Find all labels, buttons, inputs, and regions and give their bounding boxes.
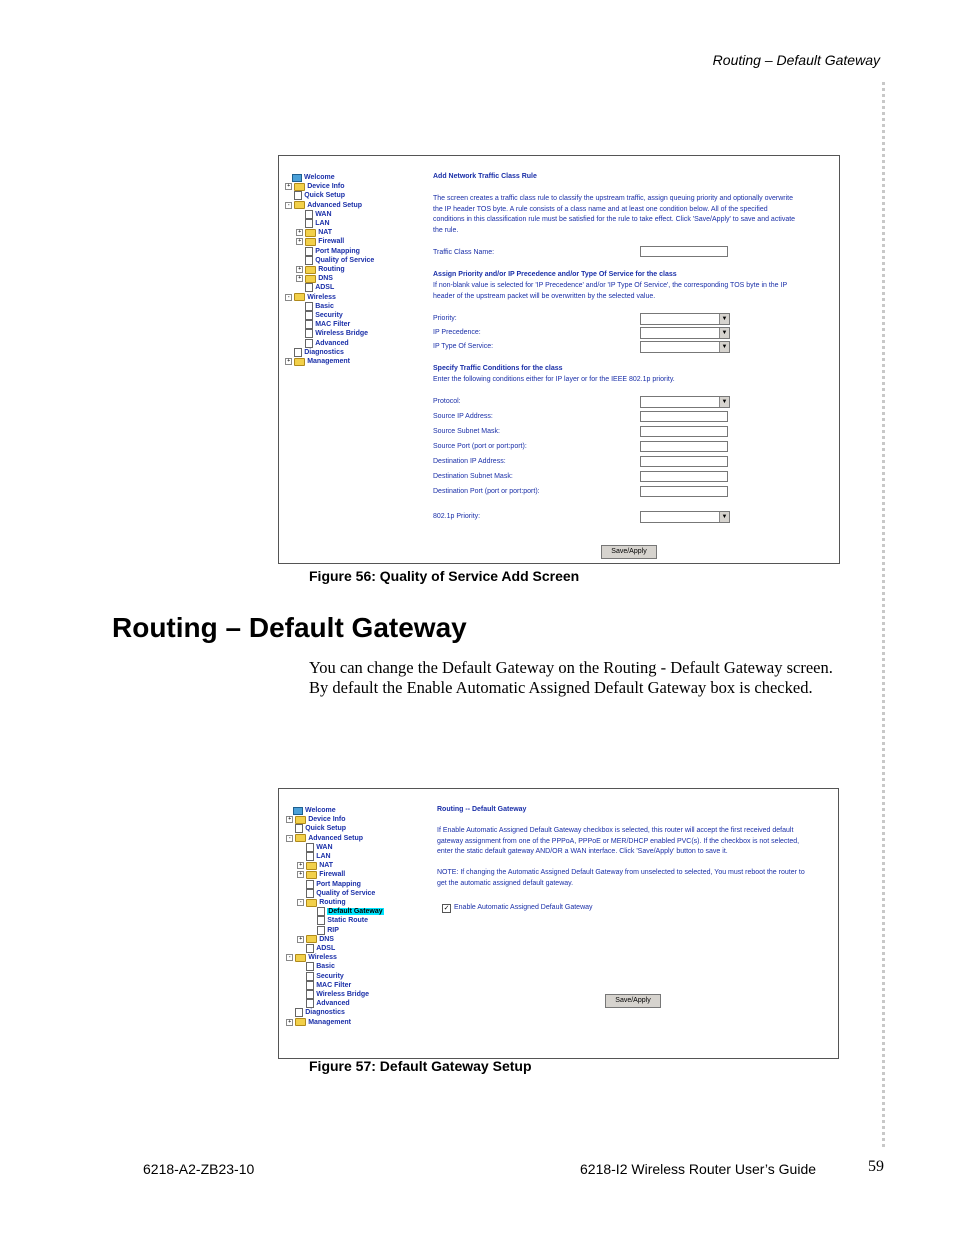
tree-item[interactable] [297,880,361,889]
text-line: gateway assignment from one of the PPPoA, PPPoE or MER/DHCP enabled PVC(s). If the checkbox is not selected, [437,837,800,845]
tree-item-label: Wireless [308,954,337,962]
condition-field-label: Destination IP Address: [433,458,506,465]
conditions-section-title: Specify Traffic Conditions for the class [433,365,563,372]
doc-icon [306,944,314,953]
conditions-section-text: Enter the following conditions either for IP layer or for the IEEE 802.1p priority. [433,376,675,383]
expand-icon[interactable]: + [285,183,292,190]
tree-item-label: NAT [319,862,334,870]
globe-icon [292,174,302,182]
tree-item-label: Advanced [315,339,349,347]
tree-item-label: ADSL [315,284,335,292]
tree-item-label: DNS [319,935,334,943]
tree-item[interactable] [296,311,343,320]
tree-item-label: Default Gateway [328,908,383,916]
figure-57-caption: Figure 57: Default Gateway Setup [309,1058,532,1074]
tree-item[interactable] [297,999,349,1008]
tree-item-label: Quick Setup [304,192,346,200]
protocol-select[interactable] [640,396,730,408]
condition-field-input[interactable] [640,486,728,497]
expand-icon[interactable]: + [297,862,304,869]
tree-item-label: Routing [319,899,346,906]
condition-field-input[interactable] [640,441,728,452]
tree-item[interactable] [286,1008,345,1017]
auto-gateway-checkbox[interactable]: ✓ [443,905,450,912]
tree-item-label: Quick Setup [305,825,347,833]
form-title: Add Network Traffic Class Rule [433,173,537,180]
tree-item-label: Quality of Service [316,889,376,897]
doc-icon [306,981,314,990]
save-apply-button[interactable]: Save/Apply [601,545,657,559]
protocol-label: Protocol: [433,398,461,405]
expand-icon[interactable]: + [286,1019,293,1026]
tree-item-label: WAN [316,843,333,851]
condition-field-label: Source Subnet Mask: [433,428,500,435]
tree-item-label: WAN [315,210,332,218]
tree-item[interactable] [286,1018,351,1027]
tree-item-label: Diagnostics [304,348,344,356]
text-line: the rule. [433,226,459,234]
footer-guide-title: 6218-I2 Wireless Router User’s Guide [580,1161,817,1177]
folder-icon [294,183,305,191]
condition-field-label: Source IP Address: [433,413,493,420]
tree-item-label: Advanced Setup [307,201,363,209]
folder-icon [306,862,317,870]
doc-icon [305,339,313,348]
collapse-icon[interactable]: - [286,835,293,842]
tree-item[interactable] [297,944,335,953]
tree-item[interactable] [297,861,333,870]
tree-item[interactable] [297,981,351,990]
tree-item[interactable] [308,926,339,935]
tree-item[interactable] [286,953,337,962]
tree-item[interactable] [285,182,344,191]
chevron-down-icon: ▼ [719,397,729,407]
tree-item-label: Advanced [316,1000,350,1008]
tos-label: IP Type Of Service: [433,343,494,350]
tree-item-label: Routing [318,266,345,273]
expand-icon[interactable]: + [285,358,292,365]
folder-icon [294,201,305,209]
tree-item-label: Port Mapping [316,880,361,888]
chevron-down-icon: ▼ [719,342,729,352]
intro-text [433,194,795,236]
tree-item[interactable] [284,806,336,815]
tree-item[interactable] [296,247,360,256]
expand-icon[interactable]: + [296,275,303,282]
condition-field-input[interactable] [640,411,728,422]
doc-icon [305,302,313,311]
tree-item[interactable] [297,962,335,971]
text-line: If Enable Automatic Assigned Default Gateway checkbox is selected, this router will accept the first received default [437,827,794,834]
folder-icon [305,275,316,283]
tree-item[interactable] [296,265,344,274]
tree-item[interactable] [308,907,383,916]
collapse-icon[interactable]: - [285,202,292,209]
dot1p-label: 802.1p Priority: [433,513,481,520]
doc-icon [306,843,314,852]
condition-field-input[interactable] [640,456,728,467]
globe-icon [293,807,303,815]
section-paragraph: You can change the Default Gateway on the Routing - Default Gateway screen. By default the Enable Automatic Assigned Default Gateway box is checked. [309,658,833,697]
tree-item-label: Welcome [304,174,335,181]
tree-item-label: Basic [316,963,335,971]
text-line: header of the upstream packet will be overwritten by the selected value. [433,292,656,300]
tree-item[interactable] [296,256,374,265]
tree-item[interactable] [296,237,344,246]
tree-item-label: Management [307,358,350,365]
doc-icon [306,962,314,971]
collapse-icon[interactable]: - [297,899,304,906]
priority-section-title: Assign Priority and/or IP Precedence and/or Type Of Service for the class [433,271,677,278]
info-text [437,826,799,858]
folder-icon [295,816,306,824]
folder-icon [295,834,306,842]
doc-icon [305,311,313,320]
condition-field-label: Destination Port (port or port:port): [433,488,540,495]
tree-item[interactable] [286,815,345,824]
condition-field-input[interactable] [640,426,728,437]
tree-item[interactable] [296,219,329,228]
running-head: Routing – Default Gateway [712,52,880,68]
expand-icon[interactable]: + [286,816,293,823]
figure-56-screenshot [278,155,840,564]
expand-icon[interactable]: + [296,229,303,236]
tree-item-label: Security [315,312,343,319]
auto-gateway-label: Enable Automatic Assigned Default Gateway [454,904,593,911]
text-line: enter the static default gateway AND/OR a WAN interface. Click 'Save/Apply' button to save it. [437,848,728,855]
folder-icon [295,954,306,962]
text-line: get the automatic assigned default gateway. [437,879,574,887]
folder-icon [294,293,305,301]
tree-item-label: Wireless Bridge [316,991,370,998]
text-line: The screen creates a traffic class rule to classify the upstream traffic, assign queuing priority and optionally overwrite [433,195,794,202]
dot1p-select[interactable] [640,511,730,523]
tree-item[interactable] [296,210,331,219]
tree-item[interactable] [308,916,368,925]
chevron-down-icon: ▼ [719,328,729,338]
folder-icon [306,935,317,943]
tree-item-label: Management [308,1018,351,1026]
save-apply-button[interactable]: Save/Apply [605,994,661,1008]
expand-icon[interactable]: + [297,936,304,943]
folder-icon [305,238,316,246]
tree-item-label: Wireless Bridge [315,330,369,338]
doc-icon [317,916,325,925]
folder-icon [295,1018,306,1026]
tree-item-label: Quality of Service [315,256,375,264]
tree-item-label: Advanced Setup [308,834,364,842]
folder-icon [294,358,305,366]
doc-icon [305,320,313,329]
tree-item[interactable] [296,320,350,329]
tree-item-label: Firewall [318,238,345,246]
tree-item-label: LAN [315,220,330,227]
condition-field-label: Destination Subnet Mask: [433,473,513,480]
tree-item[interactable] [296,302,334,311]
priority-section-text [433,281,787,302]
tree-item-label: MAC Filter [316,981,352,989]
tree-item-label: DNS [318,275,333,283]
tree-item-label: ADSL [316,945,336,952]
tree-item-label: Firewall [319,871,346,879]
tree-item[interactable] [297,990,369,999]
chevron-down-icon: ▼ [719,314,729,324]
tree-item[interactable] [286,824,346,833]
expand-icon[interactable]: + [296,238,303,245]
tree-item[interactable] [296,228,332,237]
text-line: the IP header TOS byte. A rule consists of a class name and at least one condition below. All of the specified [433,205,768,213]
tree-item[interactable] [297,972,344,981]
folder-icon [306,899,317,907]
tree-item-label: Port Mapping [315,247,360,255]
side-rule [882,82,885,1147]
doc-icon [294,191,302,200]
tree-item[interactable] [286,834,363,843]
chevron-down-icon: ▼ [719,512,729,522]
tree-item[interactable] [283,173,335,182]
tree-item[interactable] [285,293,336,302]
doc-icon [306,999,314,1008]
tree-item[interactable] [297,870,345,879]
doc-icon [305,283,313,292]
figure-56-caption: Figure 56: Quality of Service Add Screen [309,568,580,584]
priority-label: Priority: [433,315,457,322]
section-heading: Routing – Default Gateway [112,612,467,643]
tree-item-label: Device Info [308,816,346,824]
tree-item-label: Diagnostics [305,1009,345,1017]
condition-field-input[interactable] [640,471,728,482]
doc-icon [305,256,313,265]
form-title: Routing -- Default Gateway [437,806,527,813]
priority-select[interactable] [640,313,730,325]
footer-doc-id: 6218-A2-ZB23-10 [143,1161,255,1177]
figure-57-screenshot [278,788,839,1059]
condition-field-label: Source Port (port or port:port): [433,443,527,450]
folder-icon [305,266,316,274]
class-name-label: Traffic Class Name: [433,249,495,256]
doc-icon [294,348,302,357]
doc-icon [295,1008,303,1017]
doc-icon [317,926,325,935]
tree-item[interactable] [285,357,350,366]
doc-icon [305,210,313,219]
tree-item-label: RIP [327,926,339,934]
doc-icon [306,880,314,889]
doc-icon [305,219,313,228]
tree-item-label: MAC Filter [315,321,351,329]
note-text [437,868,805,889]
tos-select[interactable] [640,341,730,353]
tree-item-label: Basic [315,302,334,310]
class-name-input[interactable] [640,246,728,257]
tree-item[interactable] [297,852,330,861]
tree-item[interactable] [297,843,332,852]
tree-item-label: Static Route [327,917,369,925]
collapse-icon[interactable]: - [285,294,292,301]
precedence-select[interactable] [640,327,730,339]
tree-item[interactable] [285,201,362,210]
tree-item[interactable] [297,889,375,898]
tree-item-label: NAT [318,229,333,237]
tree-item-label: Device Info [307,183,345,191]
collapse-icon[interactable]: - [286,954,293,961]
doc-icon [305,247,313,256]
doc-icon [306,889,314,898]
tree-item[interactable] [296,339,348,348]
folder-icon [305,229,316,237]
expand-icon[interactable]: + [297,871,304,878]
tree-item[interactable] [296,283,334,292]
doc-icon [306,972,314,981]
doc-icon [306,990,314,999]
page-number: 59 [868,1158,884,1175]
text-line: conditions in this classification rule must be satisfied for the rule to take effect. Click 'Save/Apply' to save and activate [433,216,796,223]
tree-item[interactable] [297,898,345,907]
doc-icon [306,852,314,861]
tree-item[interactable] [285,348,344,357]
text-line: NOTE: If changing the Automatic Assigned Default Gateway from unselected to selected, You must reboot the router to [437,869,805,876]
doc-icon [305,329,313,338]
tree-item-label: LAN [316,853,331,860]
tree-item-label: Welcome [305,807,336,814]
doc-icon [317,907,325,916]
tree-item[interactable] [296,274,333,283]
tree-item[interactable] [285,191,345,200]
doc-icon [295,824,303,833]
expand-icon[interactable]: + [296,266,303,273]
precedence-label: IP Precedence: [433,329,481,336]
tree-item-label: Wireless [307,293,336,301]
tree-item[interactable] [297,935,334,944]
tree-item[interactable] [296,329,368,338]
folder-icon [306,871,317,879]
tree-item-label: Security [316,972,344,980]
text-line: If non-blank value is selected for 'IP Precedence' and/or 'IP Type Of Service', the corresponding TOS byte in the IP [433,282,788,289]
